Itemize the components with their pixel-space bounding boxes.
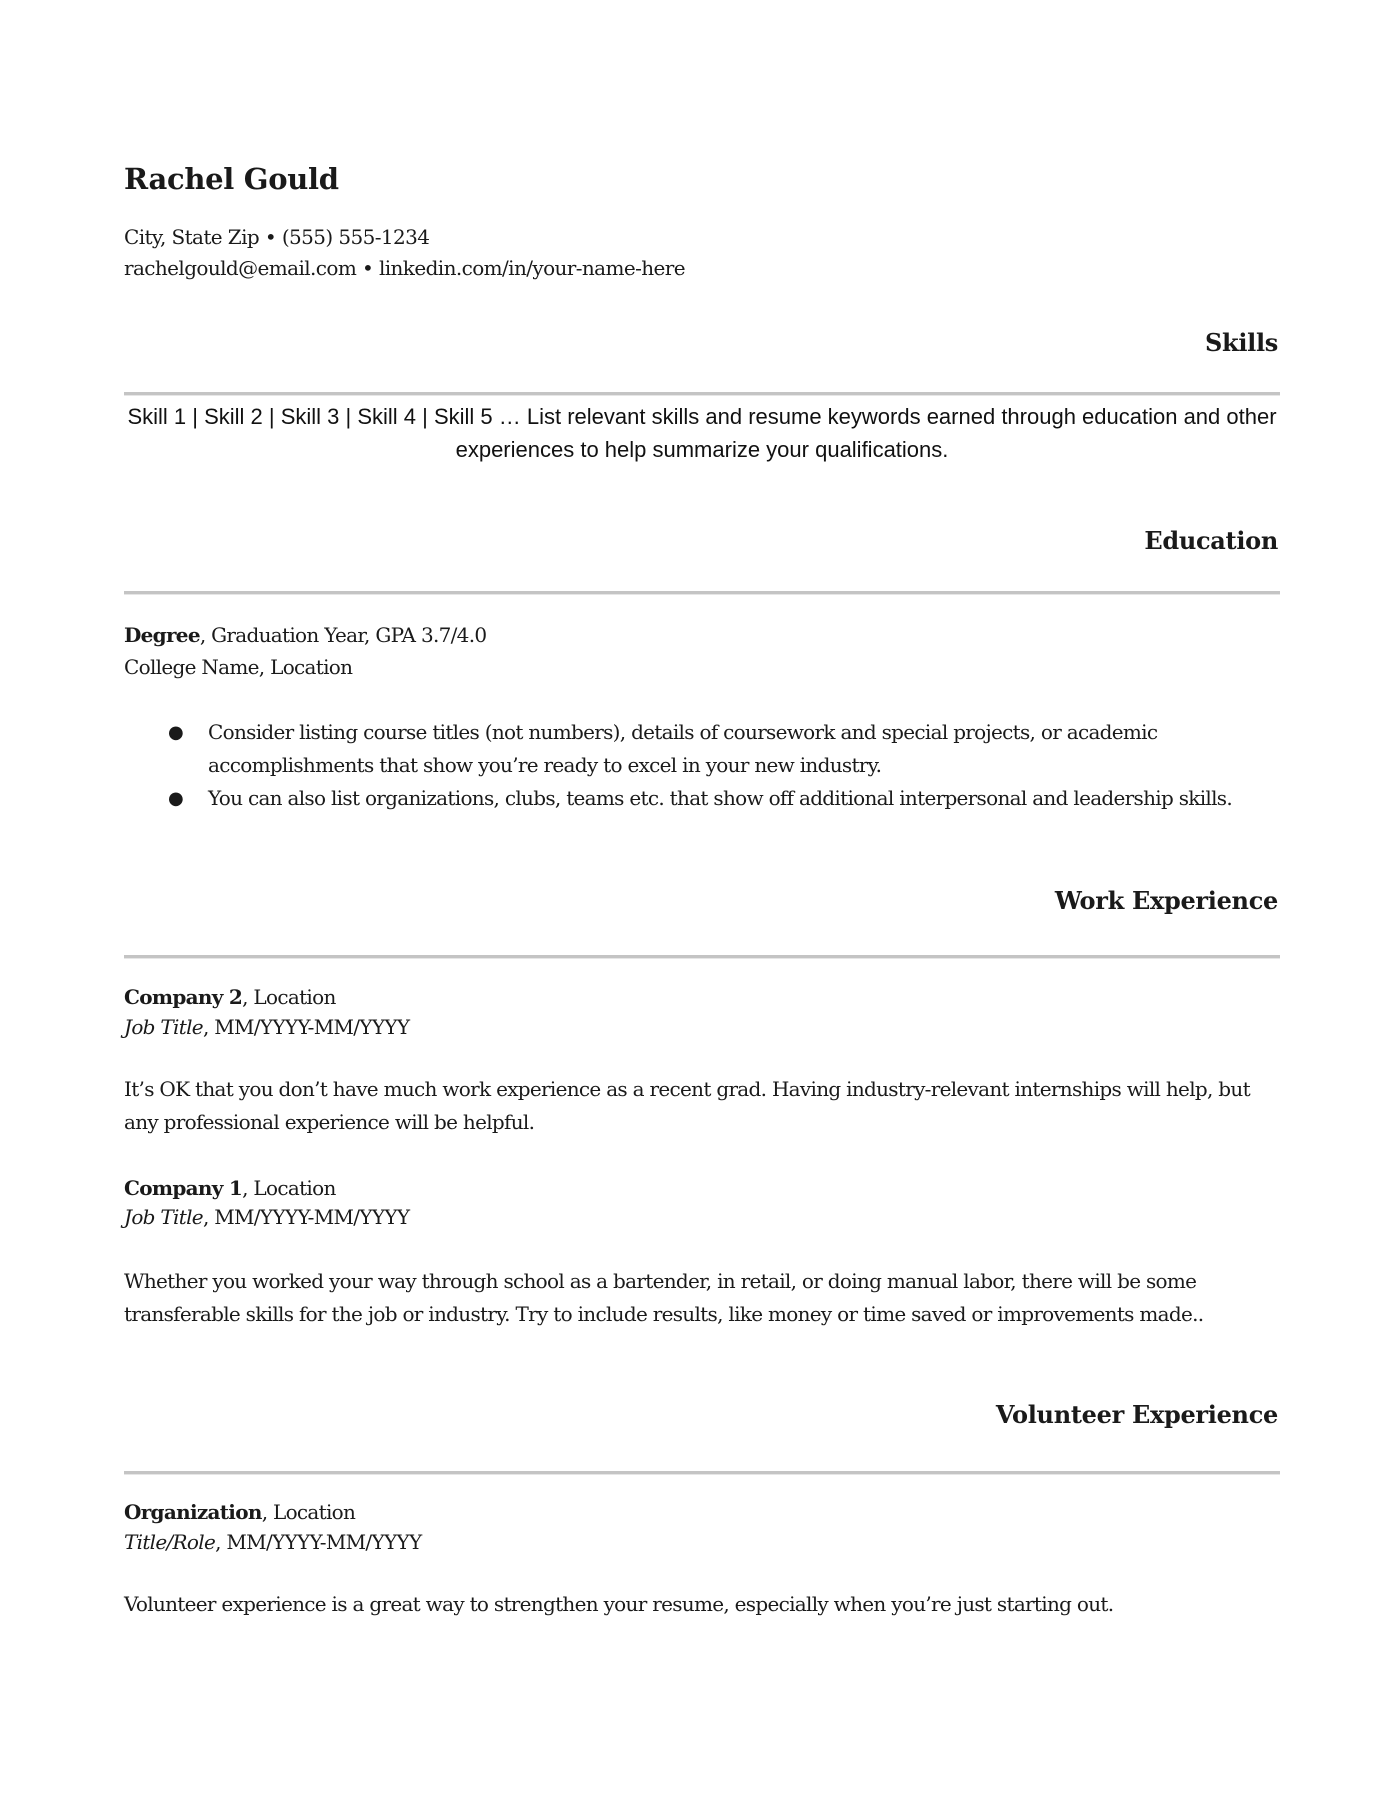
organization-name: Organization (124, 1500, 262, 1524)
education-school-line: College Name, Location (124, 655, 353, 679)
job-title: Job Title (124, 1205, 203, 1229)
education-degree-line (124, 619, 486, 651)
volunteer-role-line (124, 1526, 421, 1558)
phone-text: (555) 555-1234 (281, 225, 430, 249)
job-description: Whether you worked your way through school as a bartender, in retail, or doing manual labor, there will be some transferable skills for the job or industry. Try to include results, like money or time saved or improvements made.. (124, 1269, 1204, 1326)
candidate-name: Rachel Gould (124, 162, 339, 196)
linkedin-link[interactable]: linkedin.com/in/your-name-here (378, 256, 685, 280)
job-title: Job Title (124, 1015, 203, 1039)
bullet-text: Consider listing course titles (not numbers), details of coursework and special projects, or academic accomplishments that show you’re ready to excel in your new industry. (208, 720, 1158, 777)
company-name: Company 1 (124, 1176, 243, 1200)
skills-summary: Skill 1 | Skill 2 | Skill 3 | Skill 4 | Skill 5 … List relevant skills and resume keywords earned through education and other experiences to help summarize your qualifications. (127, 404, 1277, 462)
section-divider (124, 955, 1280, 959)
organization-location: , Location (261, 1500, 356, 1524)
list-item (124, 716, 1284, 782)
separator: • (259, 225, 282, 249)
section-heading-education: Education (1144, 526, 1278, 555)
job-description: It’s OK that you don’t have much work experience as a recent grad. Having industry-relevant internships will help, but any professional experience will be helpful. (124, 1077, 1250, 1134)
volunteer-description: Volunteer experience is a great way to strengthen your resume, especially when you’re just starting out. (124, 1592, 1114, 1616)
location-text: City, State Zip (124, 225, 260, 249)
job-dates: , MM/YYYY-MM/YYYY (202, 1015, 410, 1039)
section-divider (124, 591, 1280, 595)
section-heading-skills: Skills (1204, 328, 1278, 357)
bullet-icon: ● (168, 788, 184, 809)
company-location: , Location (242, 985, 336, 1009)
job-title-line (124, 1201, 409, 1233)
degree-name: Degree (124, 623, 200, 647)
email-link[interactable]: rachelgould@email.com (124, 256, 357, 280)
contact-line-email-linkedin (124, 252, 685, 284)
section-heading-volunteer-experience: Volunteer Experience (995, 1400, 1278, 1429)
company-location: , Location (242, 1176, 336, 1200)
job-dates: , MM/YYYY-MM/YYYY (202, 1205, 410, 1229)
volunteer-dates: , MM/YYYY-MM/YYYY (215, 1530, 422, 1554)
degree-details: , Graduation Year, GPA 3.7/4.0 (199, 623, 487, 647)
company-name: Company 2 (124, 985, 243, 1009)
job-company-line (124, 1172, 336, 1204)
bullet-text: You can also list organizations, clubs, teams etc. that show off additional interpersonal and leadership skills. (208, 786, 1233, 810)
list-item (124, 782, 1284, 815)
separator: • (356, 256, 379, 280)
section-divider (124, 392, 1280, 396)
volunteer-role: Title/Role (124, 1530, 216, 1554)
bullet-icon: ● (168, 722, 184, 743)
section-heading-work-experience: Work Experience (1054, 886, 1278, 915)
volunteer-organization-line (124, 1496, 355, 1528)
section-divider (124, 1471, 1280, 1475)
job-company-line (124, 981, 336, 1013)
contact-line-location-phone (124, 221, 429, 253)
education-bullet-list (124, 716, 1284, 815)
job-title-line (124, 1011, 409, 1043)
